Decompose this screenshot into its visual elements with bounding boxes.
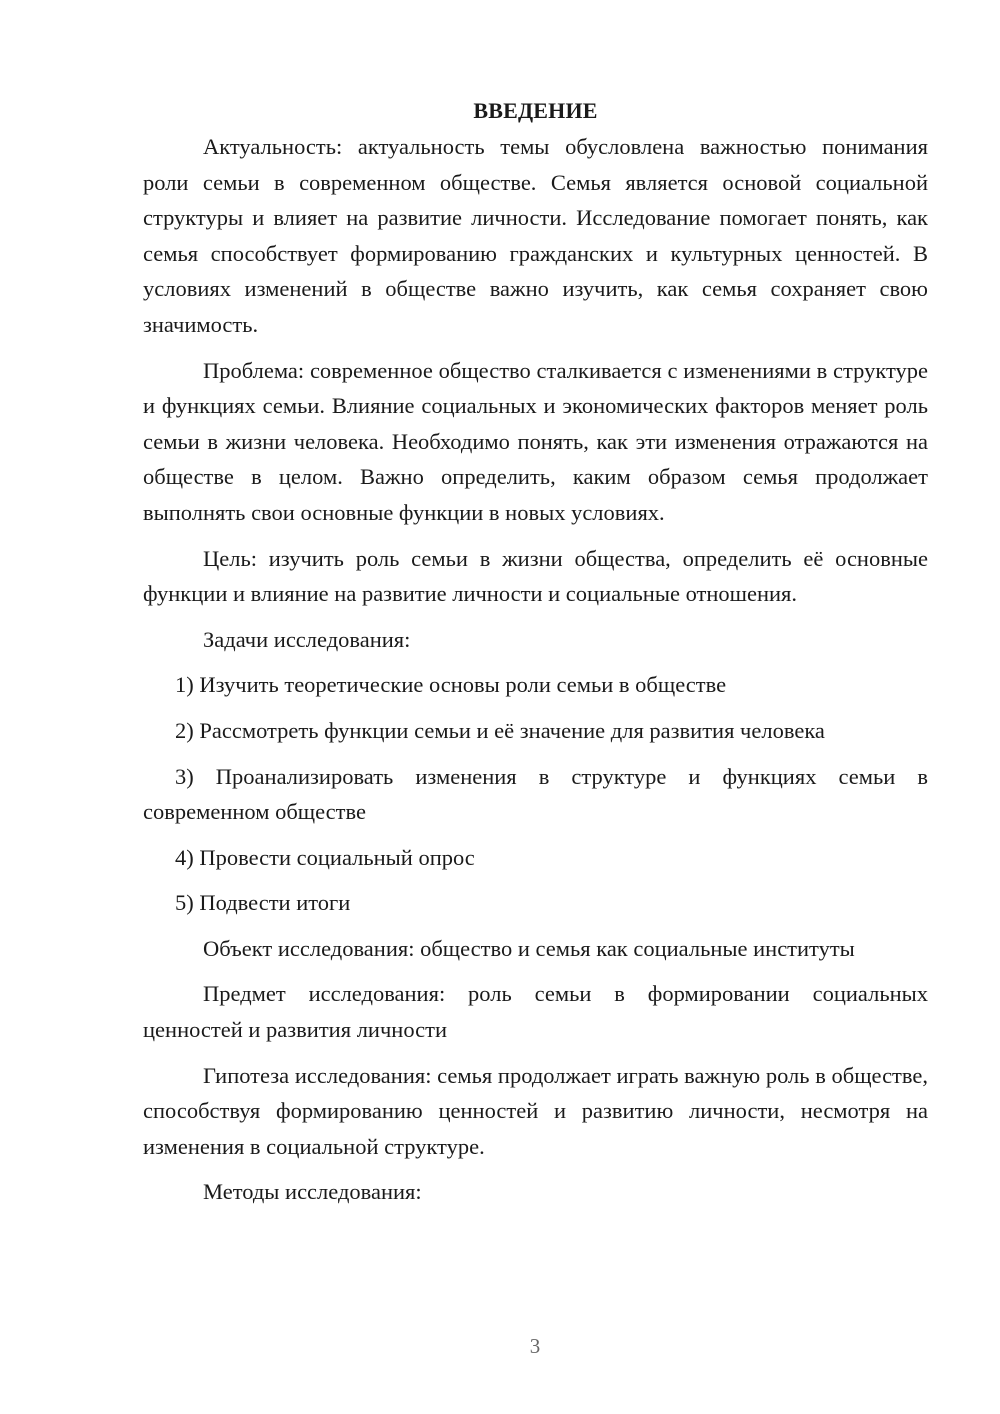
paragraph-object: Объект исследования: общество и семья как социальные институты [203, 935, 855, 961]
task-item-4: 4) Провести социальный опрос [175, 844, 475, 870]
task-item-1: 1) Изучить теоретические основы роли семьи в обществе [175, 672, 727, 698]
task-item-3: 3) Проанализировать изменения в структуре и функциях семьи в современном обществе [143, 763, 928, 825]
tasks-heading: Задачи исследования: [203, 626, 411, 652]
task-item-5: 5) Подвести итоги [175, 890, 351, 916]
paragraph-subject: Предмет исследования: роль семьи в формировании социальных ценностей и развития личности [143, 981, 928, 1043]
paragraph-problem: Проблема: современное общество сталкивается с изменениями в структуре и функциях семьи. Влияние социальных и экономических факторов меняет роль семьи в жизни человека. Необходимо понять, как эти изменения отражаются на обществе в целом. Важно определить, каким образом семья продолжает выполнять свои основные функции в новых условиях. [143, 357, 928, 525]
paragraph-goal: Цель: изучить роль семьи в жизни общества, определить её основные функции и влияние на развитие личности и социальные отношения. [143, 545, 928, 607]
task-item-2: 2) Рассмотреть функции семьи и её значение для развития человека [175, 717, 825, 743]
paragraph-hypothesis: Гипотеза исследования: семья продолжает играть важную роль в обществе, способствуя формированию ценностей и развитию личности, несмотря на изменения в социальной структуре. [143, 1062, 928, 1159]
page-number: 3 [529, 1334, 541, 1358]
paragraph-methods: Методы исследования: [203, 1179, 422, 1205]
page-title: ВВЕДЕНИЕ [473, 98, 598, 123]
page-content [143, 94, 928, 1210]
paragraph-relevance: Актуальность: актуальность темы обусловлена важностью понимания роли семьи в современном обществе. Семья является основой социальной структуры и влияет на развитие личности. Исследование помогает понять, как семья способствует формированию гражданских и культурных ценностей. В условиях изменений в обществе важно изучить, как семья сохраняет свою значимость. [143, 134, 928, 337]
